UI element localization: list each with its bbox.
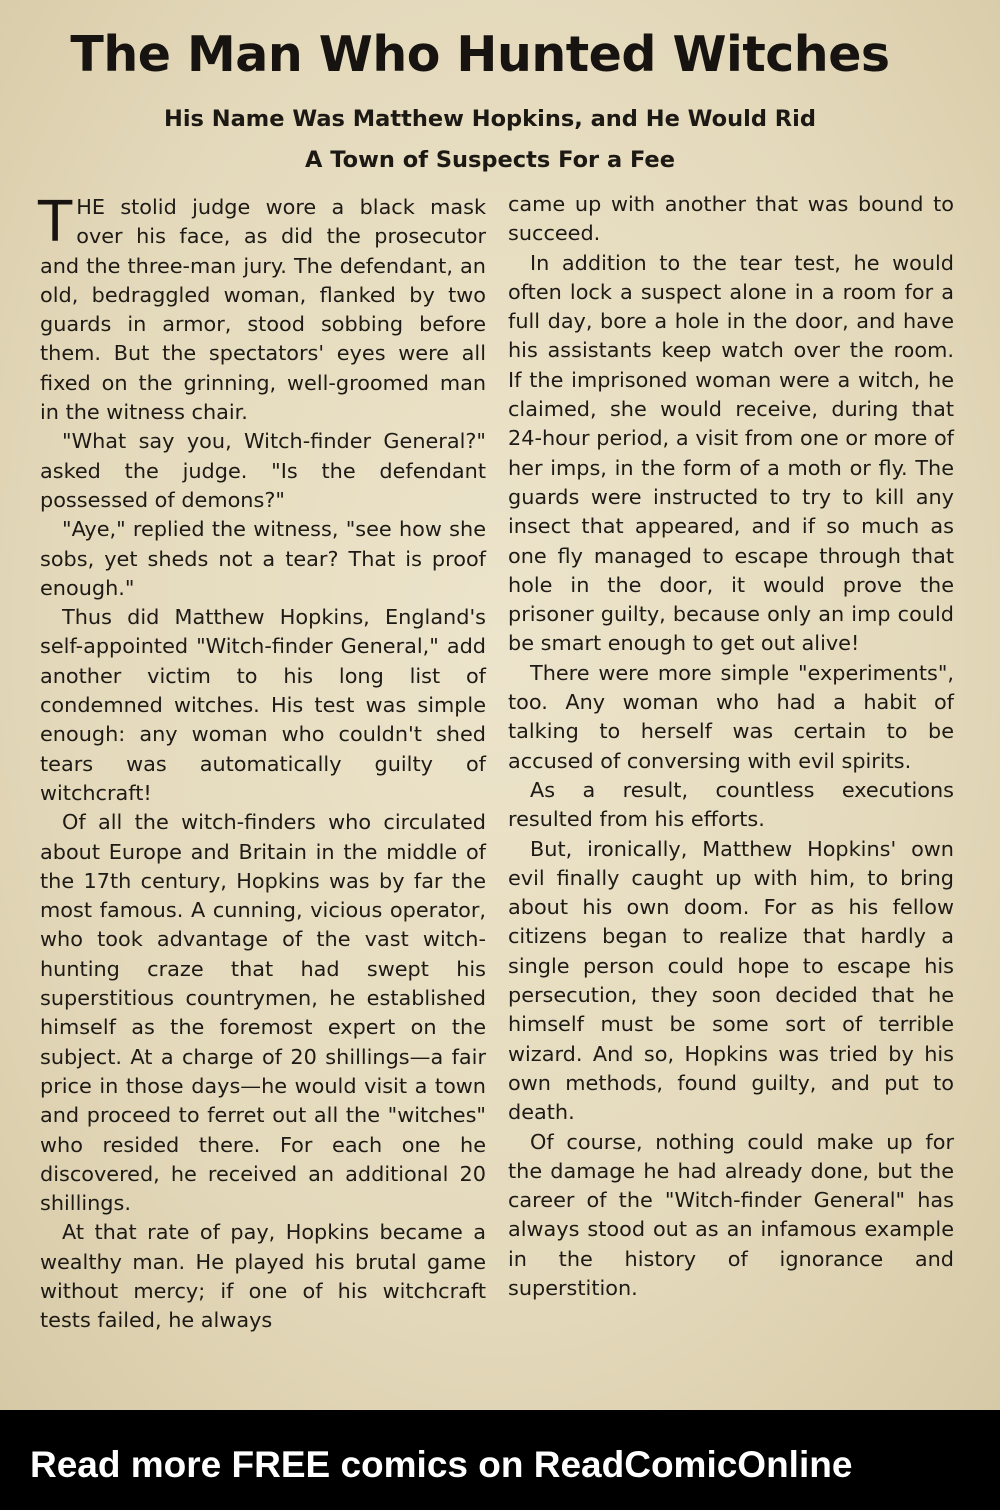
paragraph-3: "Aye," replied the witness, "see how she sobs, yet sheds not a tear? That is proof enough.": [40, 517, 486, 600]
footer-banner: [0, 1410, 1000, 1510]
paragraph-4: Thus did Matthew Hopkins, England's self-appointed "Witch-finder General," add another victim to his long list of condemned witches. His test was simple enough: any woman who couldn't shed tears was automatically guilty of witchcraft!: [40, 605, 486, 805]
article-subtitle-line1: His Name Was Matthew Hopkins, and He Would Rid: [164, 106, 816, 132]
paragraph-2: "What say you, Witch-finder General?" asked the judge. "Is the defendant possessed of demons?": [40, 429, 486, 512]
paragraph-1: [38, 190, 486, 427]
paragraph-1-text: HE stolid judge wore a black mask over his face, as did the prosecutor and the three-man jury. The defendant, an old, bedraggled woman, flanked by two guards in armor, stood sobbing before them. But the spectators' eyes were all fixed on the grinning, well-groomed man in the witness chair.: [40, 195, 486, 425]
paragraph-9: As a result, countless executions resulted from his efforts.: [508, 777, 954, 832]
footer-banner-text[interactable]: Read more FREE comics on ReadComicOnline: [30, 1444, 853, 1485]
paragraph-8: There were more simple "experiments", too. Any woman who had a habit of talking to herself was certain to be accused of conversing with evil spirits.: [508, 660, 954, 773]
paragraph-11: Of course, nothing could make up for the damage he had already done, but the career of the "Witch-finder General" has always stood out as an infamous example in the history of ignorance and superstition.: [508, 1129, 954, 1300]
drop-cap: T: [38, 190, 73, 255]
right-column: [508, 190, 954, 1303]
paragraph-5: Of all the witch-finders who circulated about Europe and Britain in the middle of the 17th century, Hopkins was by far the most famous. A cunning, vicious operator, who took advantage of the vast witch-hunting craze that had swept his superstitious countrymen, he established himself as the foremost expert on the subject. At a charge of 20 shillings—a fair price in those days—he would visit a town and proceed to ferret out all the "witches" who resided there. For each one he discovered, he received an additional 20 shillings.: [40, 810, 486, 1216]
article-title: The Man Who Hunted Witches: [70, 26, 890, 83]
article-subtitle-line2: A Town of Suspects For a Fee: [305, 147, 675, 173]
paragraph-10: But, ironically, Matthew Hopkins' own evil finally caught up with him, to bring about his own doom. For as his fellow citizens began to realize that hardly a single person could hope to escape his persecution, they soon decided that he himself must be some sort of terrible wizard. And so, Hopkins was tried by his own methods, found guilty, and put to death.: [508, 836, 954, 1125]
left-column: [38, 190, 486, 1336]
paragraph-7: In addition to the tear test, he would often lock a suspect alone in a room for a full day, bore a hole in the door, and have his assistants keep watch over the room. If the imprisoned woman were a witch, he claimed, she would receive, during that 24-hour period, a visit from one or more of her imps, in the form of a moth or fly. The guards were instructed to try to kill any insect that appeared, and if so much as one fly managed to escape through that hole in the door, it would prove the prisoner guilty, because only an imp could be smart enough to get out alive!: [508, 250, 954, 656]
paragraph-6-continued: came up with another that was bound to succeed.: [508, 192, 954, 246]
paragraph-6: At that rate of pay, Hopkins became a wealthy man. He played his brutal game without mercy; if one of his witchcraft tests failed, he always: [40, 1220, 486, 1333]
